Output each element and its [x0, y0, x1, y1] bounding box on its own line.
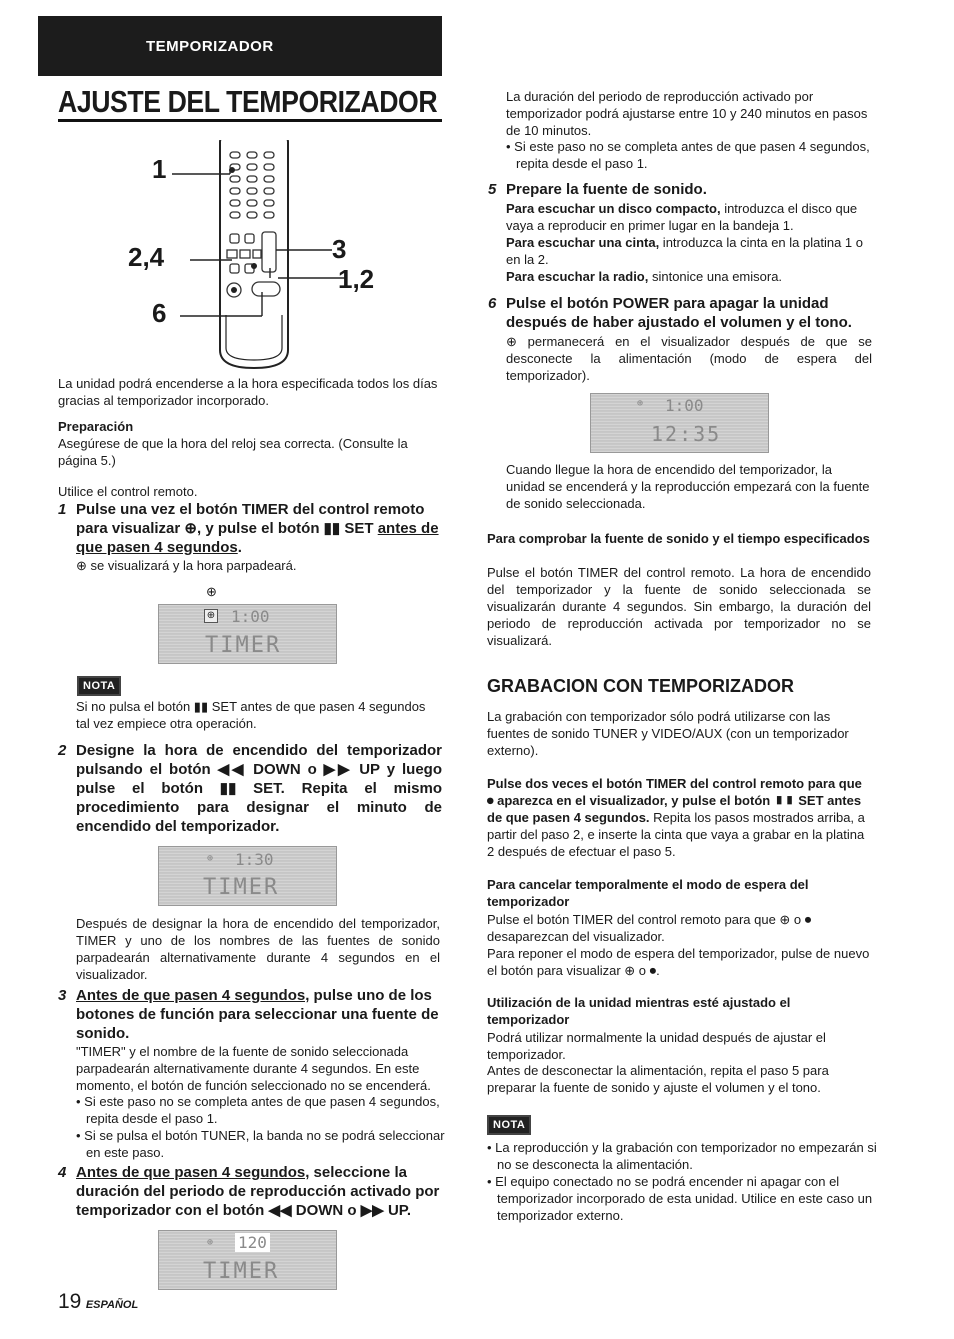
display-4-top: 1:00 — [665, 396, 704, 415]
display-2-top: 1:30 — [235, 850, 274, 869]
display-2 — [158, 846, 337, 906]
callout-6: 6 — [152, 298, 167, 328]
display-3-top: 120 — [235, 1233, 270, 1252]
clock-icon: ⊕ — [76, 558, 87, 573]
check-title: Para comprobar la fuente de sonido y el tiempo especificados — [487, 531, 870, 546]
cancel-title: Para cancelar temporalmente el modo de espera del temporizador — [487, 877, 809, 909]
intro-text: La unidad podrá encenderse a la hora especificada todos los días gracias al temporizador incorporado. — [58, 376, 438, 408]
use-text-1: Podrá utilizar normalmente la unidad después de ajustar el temporizador. — [487, 1030, 826, 1062]
cancel-text-1: Pulse el botón TIMER del control remoto para que ⊕ o ⏺ desaparezcan del visualizador. — [487, 912, 812, 944]
step-5: 5 Prepare la fuente de sonido. — [488, 181, 707, 198]
clock-icon: ⊕ — [207, 853, 214, 864]
grabacion-text: La grabación con temporizador sólo podrá utilizarse con las fuentes de sonido TUNER y VIDEO/AUX (con un temporizador externo). — [487, 709, 849, 758]
step-3-bullet-2: • Si se pulsa el botón TUNER, la banda no se podrá seleccionar en este paso. — [76, 1128, 445, 1160]
display-4 — [590, 393, 769, 453]
grabacion-steps: Pulse dos veces el botón TIMER del control remoto para que ⏺ aparezca en el visualizador, y pulse el botón ▮▮ SET antes de que pasen 4 segundos. Repita los pasos mostrados arriba, a partir del paso 2, e inserte la cinta que vaya a grabar en la platina 2 después de efectuar el paso 5. — [487, 776, 865, 859]
step-3-note: "TIMER" y el nombre de la fuente de sonido seleccionada parpadearán alternativamente durante 4 segundos. En este momento, el botón de función seleccionado no se encenderá. — [76, 1044, 431, 1093]
grabacion-title: GRABACION CON TEMPORIZADOR — [487, 676, 794, 696]
clock-icon: ⊕ — [204, 609, 218, 623]
clock-icon: ⊕ — [637, 398, 644, 409]
step-6-note: ⊕ permanecerá en el visualizador después de que se desconecte la alimentación (modo de espera del temporizador). — [506, 334, 872, 383]
display-4-bottom: 12:35 — [651, 422, 722, 446]
use-text-2: Antes de desconectar la alimentación, repita el paso 5 para preparar la fuente de sonido y ajuste el volumen y el tono. — [487, 1063, 829, 1095]
duration-bullet: • Si este paso no se completa antes de que pasen 4 segundos, repita desde el paso 1. — [506, 139, 870, 171]
nota-badge: NOTA — [487, 1115, 531, 1135]
step-2-note: Después de designar la hora de encendido del temporizador, TIMER y uno de los nombres de las fuentes de sonido parpadearán alternativamente durante 4 segundos en el visualizador. — [76, 916, 440, 982]
display-2-bottom: TIMER — [203, 875, 280, 900]
section-header-bar — [38, 16, 442, 76]
display-1 — [158, 604, 337, 664]
step-1-note: ⊕ se visualizará y la hora parpadeará. — [76, 558, 297, 573]
check-text: Pulse el botón TIMER del control remoto. La hora de encendido del temporizador y la fuente de sonido seleccionada se visualizarán durante 4 segundos. Sin embargo, la duración del periodo de reproducción activada por temporizador no se visualizará. — [487, 565, 871, 648]
prep-title: Preparación — [58, 419, 134, 434]
step-1: 1 Pulse una vez el botón TIMER del control remoto para visualizar ⊕, y pulse el botón ▮▮ SET antes de que pasen 4 segundos. — [58, 501, 439, 556]
step-3: 3 Antes de que pasen 4 segundos, pulse uno de los botones de función para seleccionar una fuente de sonido. — [58, 987, 439, 1042]
display-3-bottom: TIMER — [203, 1259, 280, 1284]
step-2: 2 Designe la hora de encendido del temporizador pulsando el botón ◀◀ DOWN o ▶▶ UP y luego pulse el botón ▮▮ SET. Repita el mismo procedimiento para designar el minuto de encendido del temporizador. — [58, 742, 442, 835]
display-3 — [158, 1230, 337, 1290]
clock-icon: ⊕ — [184, 520, 197, 537]
pause-set-icon: ▮▮ — [323, 520, 341, 537]
display-1-top: 1:00 — [231, 607, 270, 626]
source-radio: Para escuchar la radio, sintonice una emisora. — [506, 269, 783, 284]
prep-text: Asegúrese de que la hora del reloj sea correcta. (Consulte la página 5.) — [58, 436, 408, 468]
clock-icon: ⊕ — [206, 584, 217, 599]
language-label: ESPAÑOL — [85, 1299, 139, 1311]
page-title: AJUSTE DEL TEMPORIZADOR — [58, 84, 438, 119]
step-3-bullet-1: • Si este paso no se completa antes de que pasen 4 segundos, repita desde el paso 1. — [76, 1094, 440, 1126]
display-1-bottom: TIMER — [205, 633, 282, 658]
section-label: TEMPORIZADOR — [146, 38, 274, 55]
callout-1-2: 1,2 — [338, 264, 375, 294]
source-cd: Para escuchar un disco compacto, introduzca el disco que vaya a reproducir en primer lugar en la bandeja 1. — [506, 201, 858, 233]
title-rule — [58, 119, 442, 122]
callout-3: 3 — [332, 234, 347, 264]
nota-right-bullet-1: • La reproducción y la grabación con temporizador no empezarán si no se desconecta la alimentación. — [487, 1140, 877, 1172]
duration-text: La duración del periodo de reproducción activado por temporizador podrá ajustarse entre 10 y 240 minutos en pasos de 10 minutos. — [506, 89, 868, 138]
clock-icon: ⊕ — [207, 1237, 214, 1248]
nota-1-text: Si no pulsa el botón ▮▮ SET antes de que pasen 4 segundos tal vez empiece otra operación. — [76, 699, 426, 731]
callout-1: 1 — [152, 154, 167, 184]
nota-badge: NOTA — [77, 676, 121, 696]
remote-note: Utilice el control remoto. — [58, 484, 198, 499]
source-tape: Para escuchar una cinta, introduzca la cinta en la platina 1 o en la 2. — [506, 235, 863, 267]
use-title: Utilización de la unidad mientras esté ajustado el temporizador — [487, 995, 791, 1027]
clock-icon: ⊕ — [506, 334, 517, 349]
page-number: 19 — [58, 1290, 82, 1313]
remote-illustration — [128, 140, 380, 372]
step-6: 6 Pulse el botón POWER para apagar la unidad después de haber ajustado el volumen y el tono. — [488, 295, 852, 331]
arrival-text: Cuando llegue la hora de encendido del temporizador, la unidad se encenderá y la reproducción empezará con la fuente de sonido seleccionada. — [506, 462, 870, 511]
nota-right-bullet-2: • El equipo conectado no se podrá encender ni apagar con el temporizador incorporado de esta unidad. Utilice en este caso un temporizador externo. — [487, 1174, 873, 1223]
callout-2-4: 2,4 — [128, 242, 165, 272]
page-footer — [58, 1290, 138, 1314]
step-4: 4 Antes de que pasen 4 segundos, seleccione la duración del periodo de reproducción activado por temporizador con el botón ◀◀ DOWN o ▶▶ UP. — [58, 1164, 440, 1219]
cancel-text-2: Para reponer el modo de espera del temporizador, pulse de nuevo el botón para visualizar ⊕ o ⏺. — [487, 946, 870, 978]
